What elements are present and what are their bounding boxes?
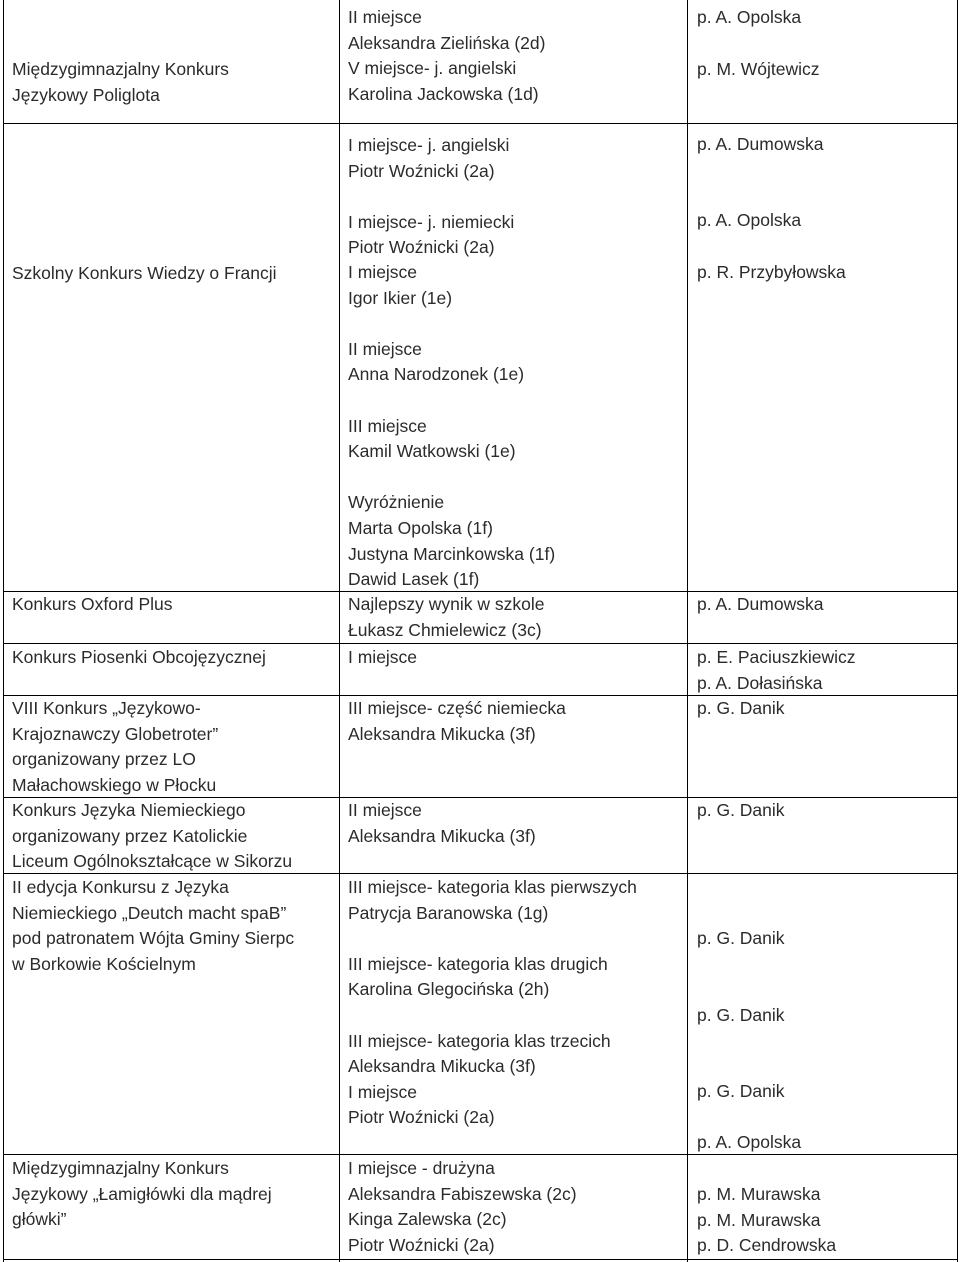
results-cell: I miejsce - drużyna Aleksandra Fabiszewska (2c) Kinga Zalewska (2c) Piotr Woźnicki (2a) <box>348 1158 577 1255</box>
row-divider <box>3 1154 958 1155</box>
contest-name: Konkurs Języka Niemieckiego organizowany przez Katolickie Liceum Ogólnokształcące w Sikorzu <box>12 800 293 872</box>
table-border-right <box>957 0 958 1262</box>
teacher: p. G. Danik <box>697 1081 785 1101</box>
table-border-left <box>3 0 4 1262</box>
results-cell: I miejsce <box>348 647 418 667</box>
teacher: p. R. Przybyłowska <box>697 262 846 282</box>
teacher: p. G. Danik <box>697 698 785 718</box>
teacher: p. G. Danik <box>697 928 785 948</box>
teacher: p. M. Wójtewicz <box>697 59 820 79</box>
teacher-list: p. M. Murawska p. M. Murawska p. D. Cendrowska <box>697 1184 837 1256</box>
table-border-bottom <box>3 1259 958 1260</box>
teacher: p. A. Opolska <box>697 210 802 230</box>
results-cell: II miejsce Aleksandra Mikucka (3f) <box>348 800 536 846</box>
teacher: p. G. Danik <box>697 800 785 820</box>
teacher: p. A. Opolska <box>697 7 802 27</box>
teacher-list: p. E. Paciuszkiewicz p. A. Dołasińska <box>697 647 856 693</box>
results-cell: Najlepszy wynik w szkole Łukasz Chmielewicz (3c) <box>348 594 545 640</box>
teacher: p. G. Danik <box>697 1005 785 1025</box>
teacher: p. A. Dumowska <box>697 134 824 154</box>
teacher: p. A. Opolska <box>697 1132 802 1152</box>
teacher: p. A. Dumowska <box>697 594 824 614</box>
contest-name: VIII Konkurs „Językowo- Krajoznawczy Globetroter” organizowany przez LO Małachowskiego w Płocku <box>12 698 219 795</box>
contest-name: Międzygimnazjalny Konkurs Językowy „Łamigłówki dla mądrej główki” <box>12 1158 272 1230</box>
results-cell: II miejsce Aleksandra Zielińska (2d) V miejsce- j. angielski Karolina Jackowska (1d) I miejsce- j. angielski Piotr Woźnicki (2a) I miejsce- j. niemiecki Piotr Woźnicki (2a) <box>348 7 546 258</box>
contest-name: Konkurs Piosenki Obcojęzycznej <box>12 647 266 667</box>
results-cell: I miejsce Igor Ikier (1e) II miejsce Anna Narodzonek (1e) III miejsce Kamil Watkowski (1e) Wyróżnienie Marta Opolska (1f) Justyna Marcinkowska (1f) Dawid Lasek (1f) <box>348 262 556 590</box>
contest-name: Konkurs Oxford Plus <box>12 594 173 614</box>
table-border-col2 <box>687 0 688 1262</box>
results-cell: III miejsce- kategoria klas pierwszych Patrycja Baranowska (1g) III miejsce- kategoria klas drugich Karolina Glegocińska (2h) III miejsce- kategoria klas trzecich Aleksandra Mikucka (3f) I miejsce Piotr Woźnicki (2a) <box>348 877 637 1128</box>
contest-name: Międzygimnazjalny Konkurs Językowy Poliglota <box>12 59 229 105</box>
results-cell: III miejsce- część niemiecka Aleksandra Mikucka (3f) <box>348 698 566 744</box>
table-border-col1 <box>339 0 340 1262</box>
contest-name: Szkolny Konkurs Wiedzy o Francji <box>12 263 277 283</box>
contest-name: II edycja Konkursu z Języka Niemieckiego „Deutch macht spaB” pod patronatem Wójta Gminy Sierpc w Borkowie Kościelnym <box>12 877 295 974</box>
